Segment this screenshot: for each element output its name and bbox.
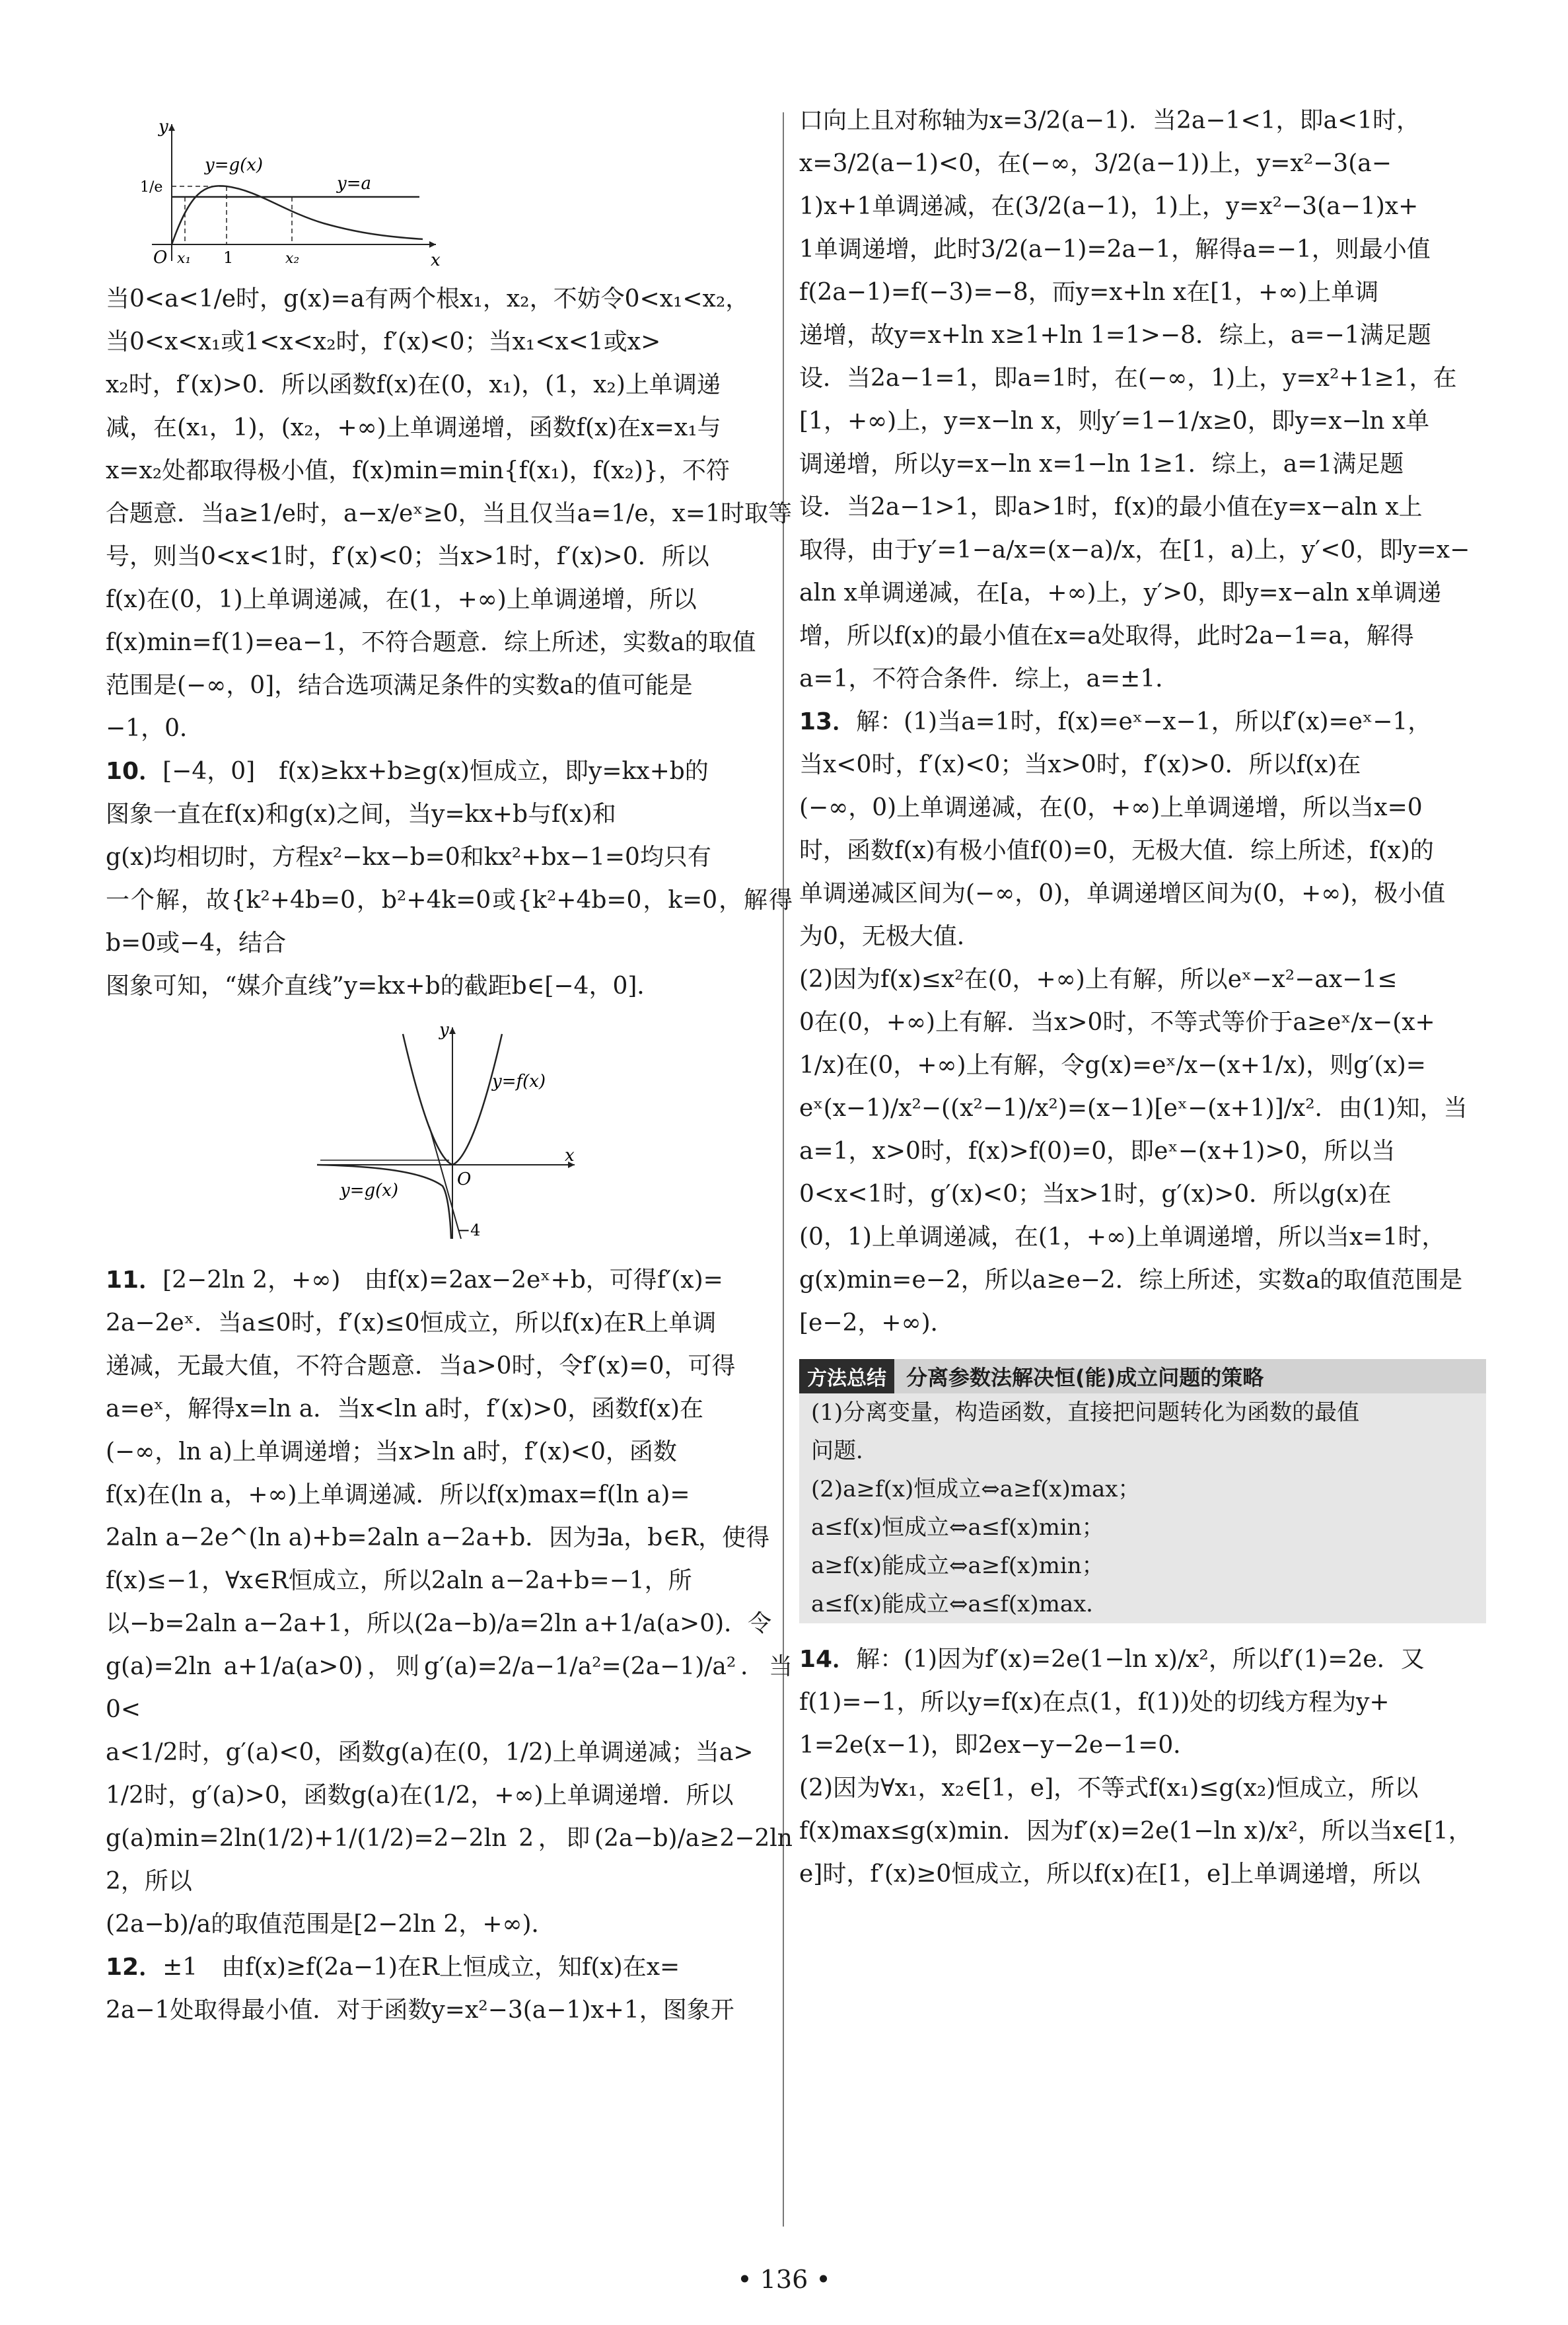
text-line: 增，所以f(x)的最小值在x=a处取得，此时2a−1=a，解得 bbox=[799, 622, 1414, 649]
method-summary-line: 问题． bbox=[811, 1438, 878, 1464]
q10-line: 图象一直在f(x)和g(x)之间，当y=kx+b与f(x)和 bbox=[106, 801, 616, 828]
text-line: f(2a−1)=f(−3)=−8，而y=x+ln x在[1，+∞)上单调 bbox=[799, 279, 1379, 306]
q13-line: (−∞，0)上单调递减，在(0，+∞)上单调递增，所以当x=0 bbox=[799, 794, 1423, 821]
method-summary-line: a≤f(x)能成立⇔a≤f(x)max． bbox=[811, 1591, 1109, 1617]
q11-number: 11． bbox=[106, 1267, 163, 1294]
q11-line: (2a−b)/a的取值范围是[2−2ln 2，+∞)． bbox=[106, 1911, 555, 1938]
q13-line: (0，1)上单调递减，在(1，+∞)上单调递增，所以当x=1时， bbox=[799, 1224, 1446, 1251]
f-curve-label: y=f(x) bbox=[492, 1072, 546, 1091]
text-line: [1，+∞)上，y=x−ln x，则y′=1−1/x≥0，即y=x−ln x单 bbox=[799, 408, 1430, 435]
q11-line: f(x)≤−1，∀x∈R恒成立，所以2aln a−2a+b=−1，所 bbox=[106, 1567, 692, 1594]
q12-line: 2a−1处取得最小值．对于函数y=x²−3(a−1)x+1，图象开 bbox=[106, 1997, 734, 2024]
q13-line: 当x<0时，f′(x)<0；当x>0时，f′(x)>0．所以f(x)在 bbox=[799, 751, 1361, 778]
q14-number: 14． bbox=[799, 1646, 857, 1673]
q11-line: (−∞，ln a)上单调递增；当x>ln a时，f′(x)<0，函数 bbox=[106, 1438, 677, 1465]
q10-line: 一个解，故{k²+4b=0，b²+4k=0或{k²+4b=0，k=0，解得b=0或−4，结合 bbox=[106, 887, 793, 957]
f-xaxis-label: x bbox=[565, 1146, 575, 1165]
q11-line: f(x)在(ln a，+∞)上单调递减．所以f(x)max=f(ln a)= bbox=[106, 1481, 690, 1508]
q10-line: g(x)均相切时，方程x²−kx−b=0和kx²+bx−1=0均只有 bbox=[106, 844, 711, 871]
q12-line: 12．±1 由f(x)≥f(2a−1)在R上恒成立，知f(x)在x= bbox=[106, 1954, 680, 1981]
g-xtick-x2: x₂ bbox=[285, 250, 300, 267]
q14-line: 1=2e(x−1)，即2ex−y−2e−1=0． bbox=[799, 1732, 1197, 1759]
q13-line: eˣ(x−1)/x²−((x²−1)/x²)=(x−1)[eˣ−(x+1)]/x²．由(1)知，当 bbox=[799, 1095, 1468, 1122]
g-ytick-label: 1/e bbox=[140, 179, 163, 196]
q13-line: 0<x<1时，g′(x)<0；当x>1时，g′(x)>0．所以g(x)在 bbox=[799, 1181, 1392, 1208]
text-line: a=1，不符合条件．综上，a=±1． bbox=[799, 665, 1180, 692]
text-line: 取得，由于y′=1−a/x=(x−a)/x，在[1，a)上，y′<0，即y=x− bbox=[799, 536, 1470, 564]
page-number: • 136 • bbox=[737, 2265, 831, 2294]
q11-line: 以−b=2aln a−2a+1，所以(2a−b)/a=2ln a+1/a(a>0)．令 bbox=[106, 1610, 772, 1637]
q14-line: 14．解：(1)因为f′(x)=2e(1−ln x)/x²，所以f′(1)=2e．又 bbox=[799, 1646, 1425, 1673]
text-line: 范围是(−∞，0]，结合选项满足条件的实数a的值可能是 bbox=[106, 672, 693, 699]
f-tick-label: −4 bbox=[457, 1221, 481, 1239]
text-line: x₂时，f′(x)>0．所以函数f(x)在(0，x₁)，(1，x₂)上单调递 bbox=[106, 371, 721, 398]
q11-line: a=eˣ，解得x=ln a．当x<ln a时，f′(x)>0，函数f(x)在 bbox=[106, 1395, 704, 1422]
f-g-curve-label: y=g(x) bbox=[340, 1181, 399, 1200]
method-summary-title: 分离参数法解决恒(能)成立问题的策略 bbox=[906, 1365, 1264, 1390]
text-line: 号，则当0<x<1时，f′(x)<0；当x>1时，f′(x)>0．所以 bbox=[106, 543, 709, 570]
text-line: 递增，故y=x+ln x≥1+ln 1=1>−8．综上，a=−1满足题 bbox=[799, 322, 1431, 349]
text-line: 1)x+1单调递减，在(3/2(a−1)，1)上，y=x²−3(a−1)x+ bbox=[799, 193, 1419, 220]
text-line: 当0<a<1/e时，g(x)=a有两个根x₁，x₂，不妨令0<x₁<x₂， bbox=[106, 285, 750, 313]
text-line: 设．当2a−1=1，即a=1时，在(−∞，1)上，y=x²+1≥1，在 bbox=[799, 365, 1457, 392]
g-xaxis-label: x bbox=[431, 250, 441, 270]
g-xtick-x1: x₁ bbox=[177, 250, 192, 267]
q13-line: g(x)min=e−2，所以a≥e−2．综上所述，实数a的取值范围是 bbox=[799, 1267, 1463, 1294]
q13-number: 13． bbox=[799, 708, 857, 735]
text-line: aln x单调递减，在[a，+∞)上，y′>0，即y=x−aln x单调递 bbox=[799, 579, 1442, 607]
q14-line: (2)因为∀x₁，x₂∈[1，e]，不等式f(x₁)≤g(x₂)恒成立，所以 bbox=[799, 1775, 1419, 1802]
method-summary-line: a≥f(x)能成立⇔a≥f(x)min； bbox=[811, 1553, 1104, 1579]
left-column bbox=[106, 99, 793, 2032]
text-line: x=x₂处都取得极小值，f(x)min=min{f(x₁)，f(x₂)}，不符 bbox=[106, 457, 730, 484]
g-line-label: y=a bbox=[337, 174, 371, 194]
text-line: 减，在(x₁，1)，(x₂，+∞)上单调递增，函数f(x)在x=x₁与 bbox=[106, 414, 721, 441]
graph-f-figure bbox=[310, 1021, 588, 1245]
text-line: −1，0． bbox=[106, 715, 203, 742]
q11-line: 2a−2eˣ．当a≤0时，f′(x)≤0恒成立，所以f(x)在R上单调 bbox=[106, 1310, 717, 1337]
method-summary-line: a≤f(x)恒成立⇔a≤f(x)min； bbox=[811, 1514, 1104, 1541]
method-summary-tag: 方法总结 bbox=[799, 1359, 894, 1393]
g-yaxis-label: y bbox=[159, 117, 168, 137]
graph-g-figure bbox=[106, 112, 449, 271]
right-column bbox=[799, 99, 1486, 1896]
text-line: 1单调递增，此时3/2(a−1)=2a−1，解得a=−1，则最小值 bbox=[799, 236, 1431, 263]
q13-line: 单调递减区间为(−∞，0)，单调递增区间为(0，+∞)，极小值 bbox=[799, 880, 1446, 907]
g-curve-label: y=g(x) bbox=[205, 155, 264, 175]
g-xtick-1: 1 bbox=[223, 248, 234, 267]
q13-line: (2)因为f(x)≤x²在(0，+∞)上有解，所以eˣ−x²−ax−1≤ bbox=[799, 966, 1398, 993]
text-line: f(x)在(0，1)上单调递减，在(1，+∞)上单调递增，所以 bbox=[106, 586, 697, 613]
f-yaxis-label: y bbox=[439, 1021, 449, 1040]
method-summary-header bbox=[799, 1359, 1486, 1393]
g-origin-label: O bbox=[153, 248, 168, 268]
q11-line: 1/2时，g′(a)>0，函数g(a)在(1/2，+∞)上单调递增．所以 bbox=[106, 1782, 734, 1809]
q11-line: g(a)=2ln a+1/a(a>0)，则g′(a)=2/a−1/a²=(2a−1)/a²．当0< bbox=[106, 1653, 793, 1723]
q14-line: f(x)max≤g(x)min．因为f′(x)=2e(1−ln x)/x²，所以当x∈[1， bbox=[799, 1818, 1472, 1845]
q13-line: 1/x)在(0，+∞)上有解，令g(x)=eˣ/x−(x+1/x)，则g′(x)= bbox=[799, 1052, 1426, 1079]
text-line: 当0<x<x₁或1<x<x₂时，f′(x)<0；当x₁<x<1或x> bbox=[106, 328, 661, 355]
q14-line: e]时，f′(x)≥0恒成立，所以f(x)在[1，e]上单调递增，所以 bbox=[799, 1861, 1421, 1888]
q10-line: 10．[−4，0] f(x)≥kx+b≥g(x)恒成立，即y=kx+b的 bbox=[106, 758, 709, 785]
q11-line: 2aln a−2e^(ln a)+b=2aln a−2a+b．因为∃a，b∈R，使得 bbox=[106, 1524, 770, 1551]
q10-number: 10． bbox=[106, 758, 163, 785]
f-origin-label: O bbox=[457, 1169, 472, 1189]
q11-line: 递减，无最大值，不符合题意．当a>0时，令f′(x)=0，可得 bbox=[106, 1352, 736, 1380]
text-line: 合题意．当a≥1/e时，a−x/eˣ≥0，当且仅当a=1/e，x=1时取等 bbox=[106, 500, 792, 527]
q13-line: 时，函数f(x)有极小值f(0)=0，无极大值．综上所述，f(x)的 bbox=[799, 837, 1434, 864]
q13-line: 13．解：(1)当a=1时，f(x)=eˣ−x−1，所以f′(x)=eˣ−1， bbox=[799, 708, 1432, 735]
q13-line: [e−2，+∞)． bbox=[799, 1310, 954, 1337]
text-line: 调递增，所以y=x−ln x=1−ln 1≥1．综上，a=1满足题 bbox=[799, 451, 1404, 478]
text-line: f(x)min=f(1)=ea−1，不符合题意．综上所述，实数a的取值 bbox=[106, 629, 756, 656]
method-summary-box bbox=[799, 1359, 1486, 1623]
q13-line: 为0，无极大值． bbox=[799, 923, 981, 950]
text-line: x=3/2(a−1)<0，在(−∞，3/2(a−1))上，y=x²−3(a− bbox=[799, 150, 1392, 177]
q11-line: g(a)min=2ln(1/2)+1/(1/2)=2−2ln 2，即(2a−b)/a≥2−2ln 2，所以 bbox=[106, 1825, 793, 1895]
q13-line: 0在(0，+∞)上有解．当x>0时，不等式等价于a≥eˣ/x−(x+ bbox=[799, 1009, 1435, 1036]
method-summary-line: (2)a≥f(x)恒成立⇔a≥f(x)max； bbox=[811, 1476, 1141, 1502]
method-summary-line: (1)分离变量，构造函数，直接把问题转化为函数的最值 bbox=[811, 1399, 1360, 1426]
q12-number: 12． bbox=[106, 1954, 163, 1981]
q13-line: a=1，x>0时，f(x)>f(0)=0，即eˣ−(x+1)>0，所以当 bbox=[799, 1138, 1396, 1165]
q10-line: 图象可知，“媒介直线”y=kx+b的截距b∈[−4，0]． bbox=[106, 973, 661, 1000]
q11-line: a<1/2时，g′(a)<0，函数g(a)在(0，1/2)上单调递减；当a> bbox=[106, 1739, 754, 1766]
text-line: 设．当2a−1>1，即a>1时，f(x)的最小值在y=x−aln x上 bbox=[799, 494, 1423, 521]
q11-line: 11．[2−2ln 2，+∞) 由f(x)=2ax−2eˣ+b，可得f′(x)= bbox=[106, 1267, 723, 1294]
q14-line: f(1)=−1，所以y=f(x)在点(1，f(1))处的切线方程为y+ bbox=[799, 1689, 1390, 1716]
text-line: 口向上且对称轴为x=3/2(a−1)．当2a−1<1，即a<1时， bbox=[799, 107, 1421, 134]
